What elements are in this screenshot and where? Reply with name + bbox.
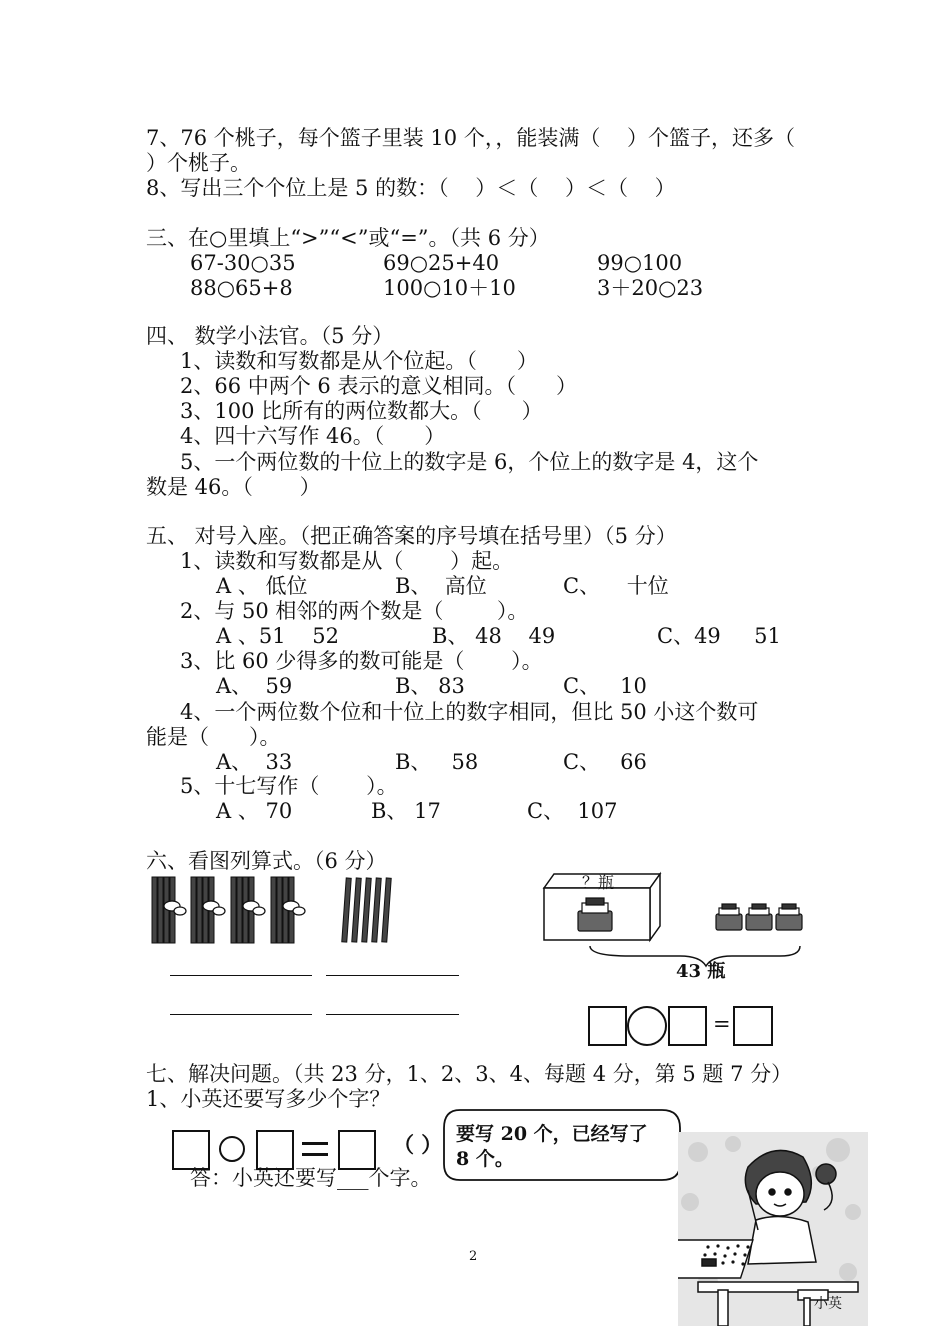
choice-option: A、 33 <box>216 750 293 774</box>
compare-item: 100○10＋10 <box>383 276 516 300</box>
compare-item: 69○25+40 <box>383 251 500 275</box>
section5-title: 五、 对号入座。（把正确答案的序号填在括号里）（5 分） <box>146 524 677 548</box>
choice-question: 3、比 60 少得多的数可能是（ ）。 <box>180 649 543 673</box>
stick-bundles-illustration <box>150 875 400 947</box>
section7-title: 七、解决问题。（共 23 分，1、2、3、4、每题 4 分，第 5 题 7 分） <box>146 1062 793 1086</box>
ink-bottle-icon <box>578 898 612 931</box>
answer-box[interactable] <box>588 1006 627 1046</box>
girl-name: 小英 <box>814 1296 842 1312</box>
choice-question-cont: 能是（ ）。 <box>146 725 281 749</box>
ink-bottle-icon <box>716 904 742 930</box>
judge-item: 5、一个两位数的十位上的数字是 6，个位上的数字是 4，这个 <box>180 450 759 474</box>
ink-bottle-icon <box>776 904 802 930</box>
choice-option: C、 107 <box>527 799 618 823</box>
choice-option: A、 59 <box>216 674 293 698</box>
choice-question: 4、一个两位数个位和十位上的数字相同，但比 50 小这个数可 <box>180 700 759 724</box>
total-label: 43 瓶 <box>676 961 726 982</box>
answer-line[interactable] <box>170 975 312 976</box>
box-label: ？瓶 <box>582 873 615 892</box>
section3-title: 三、在○里填上“>”“<”或“=”。（共 6 分） <box>146 226 550 250</box>
choice-option: B、 17 <box>371 799 441 823</box>
compare-item: 99○100 <box>597 251 683 275</box>
q7-line2: ）个桃子。 <box>146 151 251 175</box>
answer-box[interactable] <box>172 1130 210 1170</box>
choice-option: A 、51 52 <box>216 624 339 648</box>
choice-option: C、 66 <box>563 750 647 774</box>
choice-question: 2、与 50 相邻的两个数是（ ）。 <box>180 599 529 623</box>
ink-bottle-icon <box>746 904 772 930</box>
choice-option: C、 10 <box>563 674 647 698</box>
unit-paren[interactable]: （ ） <box>393 1132 443 1157</box>
answer-line[interactable] <box>170 1014 312 1015</box>
answer-circle[interactable] <box>627 1006 667 1046</box>
page-number: 2 <box>469 1249 478 1264</box>
equals-sign: = <box>713 1012 731 1036</box>
judge-item: 3、100 比所有的两位数都大。（ ） <box>180 399 543 423</box>
section6-title: 六、看图列算式。（6 分） <box>146 849 387 873</box>
choice-option: C、49 51 <box>657 624 781 648</box>
choice-option: B、 48 49 <box>432 624 556 648</box>
section4-title: 四、 数学小法官。（5 分） <box>146 324 394 348</box>
q7-line1: 7、76 个桃子，每个篮子里装 10 个，，能装满（ ）个篮子，还多（ <box>146 126 796 150</box>
girl-writing-illustration <box>678 1132 868 1326</box>
judge-item: 2、66 中两个 6 表示的意义相同。（ ） <box>180 374 578 398</box>
problem-question: 1、小英还要写多少个字？ <box>146 1087 391 1111</box>
compare-item: 88○65+8 <box>190 276 293 300</box>
choice-option: B、 83 <box>395 674 465 698</box>
answer-line[interactable] <box>326 975 459 976</box>
choice-option: A 、 低位 <box>216 574 308 598</box>
answer-box[interactable] <box>256 1130 294 1170</box>
q8: 8、写出三个个位上是 5 的数：（ ）＜（ ）＜（ ） <box>146 176 676 200</box>
answer-line[interactable] <box>326 1014 459 1015</box>
equals-sign <box>302 1142 328 1156</box>
bottle-box-illustration <box>540 868 810 978</box>
choice-question: 1、读数和写数都是从（ ）起。 <box>180 549 514 573</box>
compare-item: 3＋20○23 <box>597 276 704 300</box>
speech-text: 要写 20 个，已经写了 8 个。 <box>456 1123 648 1170</box>
choice-option: C、 十位 <box>563 574 669 598</box>
answer-box[interactable] <box>338 1130 376 1170</box>
choice-option: B、 58 <box>395 750 479 774</box>
answer-circle[interactable] <box>219 1136 245 1162</box>
judge-item: 1、读数和写数都是从个位起。（ ） <box>180 349 538 373</box>
answer-sentence: 答：小英还要写___个字。 <box>190 1166 432 1190</box>
compare-item: 67-30○35 <box>190 251 296 275</box>
choice-option: A 、 70 <box>216 799 293 823</box>
choice-option: B、 高位 <box>395 574 487 598</box>
answer-box[interactable] <box>668 1006 707 1046</box>
choice-question: 5、十七写作（ ）。 <box>180 774 398 798</box>
single-sticks <box>342 878 391 942</box>
judge-item-cont: 数是 46。（ ） <box>146 475 321 499</box>
answer-box[interactable] <box>733 1006 773 1046</box>
judge-item: 4、四十六写作 46。（ ） <box>180 424 446 448</box>
